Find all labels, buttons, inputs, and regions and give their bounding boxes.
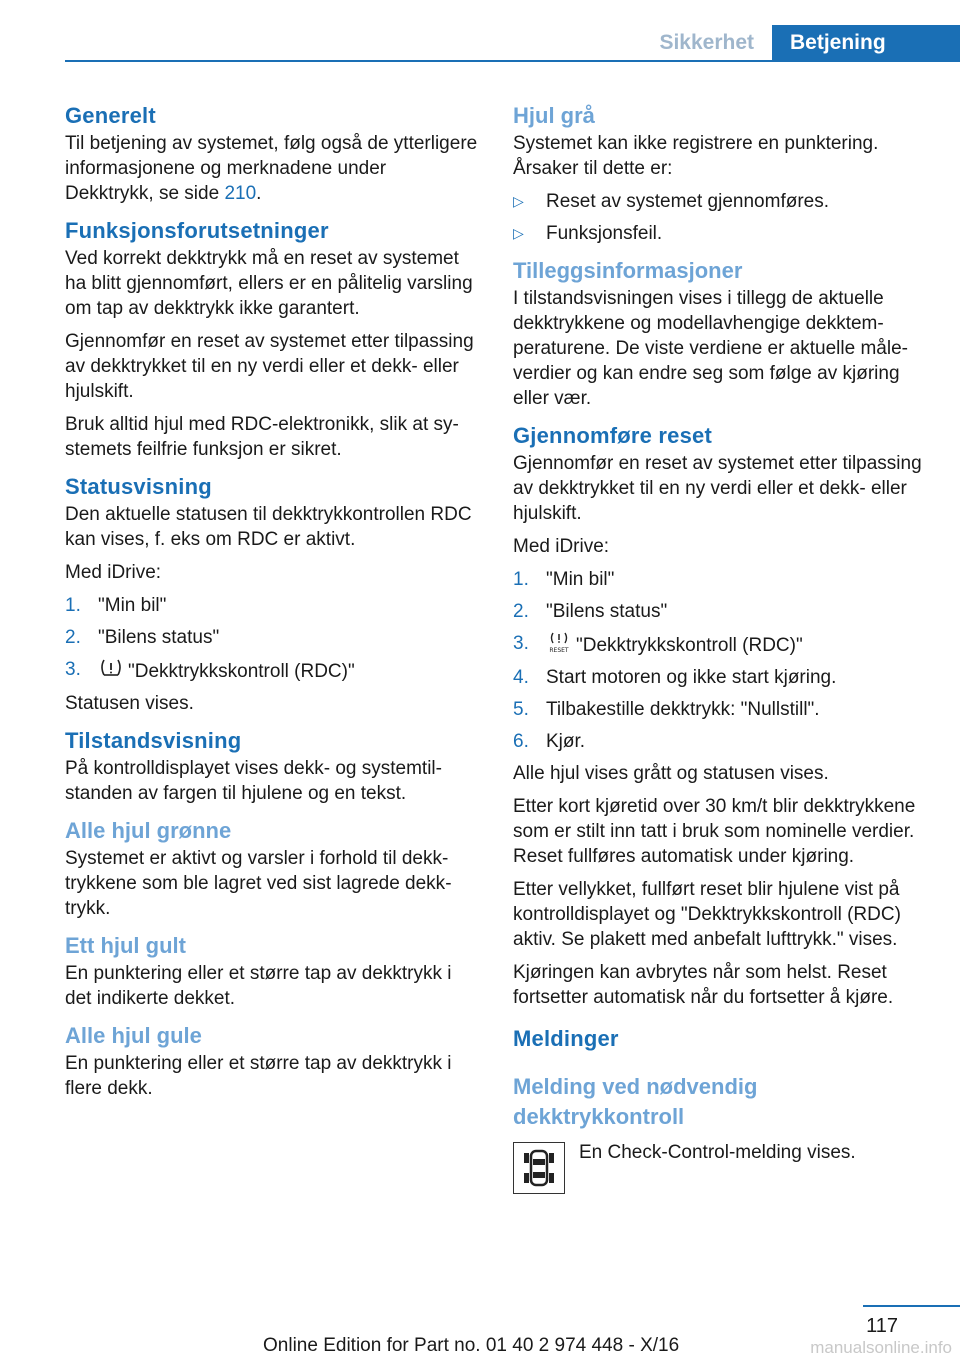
triangle-bullet-icon: ▷ [513, 225, 524, 241]
generelt-text-end: . [256, 183, 262, 204]
step-number: 1. [513, 569, 529, 590]
list-item [513, 729, 933, 754]
heading-grey: Hjul grå [513, 103, 595, 128]
section-all-yellow [65, 1021, 480, 1101]
heading-melding-dekktrykk: Melding ved nødvendig dekktrykkontroll [513, 1074, 758, 1129]
step-text: "Min bil" [546, 569, 615, 590]
generelt-text-body: Til betjening av systemet, følg også de ytterligere informasjonene og merknadene under Dekktrykk, se side [65, 133, 478, 204]
status-p2: Med iDrive: [65, 562, 162, 583]
tire-pressure-reset-icon [546, 631, 572, 655]
edition-text: Online Edition for Part no. 01 40 2 974 448 - X/16 [263, 1335, 680, 1356]
page-link-210[interactable]: 210 [224, 183, 257, 204]
car-tire-warning-icon [513, 1142, 565, 1194]
list-item [513, 221, 933, 246]
list-item [65, 625, 480, 650]
step-number: 2. [513, 601, 529, 622]
step-number: 3. [513, 633, 529, 654]
reset-p3: Alle hjul vises grått og statusen vises. [513, 763, 829, 784]
heading-green: Alle hjul grønne [65, 818, 232, 843]
funksjon-p3: Bruk alltid hjul med RDC-elektronikk, slik at systemets feilfrie funksjon er sikret. [65, 414, 459, 460]
section-generelt [65, 101, 480, 206]
tilstand-p1: På kontrolldisplayet vises dekk- og systemtilstanden av fargen til hjulene og en tekst. [65, 758, 442, 804]
heading-tilstand: Tilstandsvisning [65, 728, 242, 753]
right-column [513, 101, 933, 1204]
page-number: 117 [866, 1315, 898, 1337]
list-item [513, 599, 933, 624]
step-number: 2. [65, 627, 81, 648]
reset-steps [513, 567, 933, 754]
funksjon-p1: Ved korrekt dekktrykk må en reset av systemet ha blitt gjennomført, ellers er en pålitelig varsling om tap av dekktrykk ikke garantert. [65, 248, 473, 319]
heading-generelt: Generelt [65, 103, 156, 128]
tab-sikkerhet[interactable]: Sikkerhet [659, 31, 754, 54]
check-control-row [513, 1138, 933, 1194]
reset-p6: Kjøringen kan avbrytes når som helst. Reset fortsetter automatisk når du fortsetter å kjøre. [513, 962, 894, 1008]
bullet-text: Funksjonsfeil. [546, 223, 663, 244]
list-item [65, 657, 480, 684]
step-number: 1. [65, 595, 81, 616]
step-text: "Bilens status" [546, 601, 668, 622]
step-text: Start motoren og ikke start kjøring. [546, 667, 837, 688]
step-text: "Dekktrykkskontroll (RDC)" [128, 661, 355, 682]
one-yellow-p1: En punktering eller et større tap av dekktrykk i det indikerte dekket. [65, 963, 452, 1009]
list-item [513, 567, 933, 592]
list-item [65, 593, 480, 618]
green-p1: Systemet er aktivt og varsler i forhold til dekktrykkene som ble lagret ved sist lagrede dekktrykk. [65, 848, 452, 919]
step-number: 5. [513, 699, 529, 720]
status-p1: Den aktuelle statusen til dekktrykkontrollen RDC kan vises, f. eks om RDC er aktivt. [65, 504, 472, 550]
tab-betjening[interactable]: Betjening [772, 25, 960, 61]
section-funksjon [65, 216, 480, 462]
step-text: Tilbakestille dekktrykk: "Nullstill". [546, 699, 820, 720]
tillegg-p1: I tilstandsvisningen vises i tillegg de aktuelle dekktrykkene og modellavhengige dekktemperaturene. De viste verdiene er aktuelle måleverdier og kan endre seg som følge av kjøring eller vær. [513, 288, 908, 409]
left-column [65, 101, 480, 1111]
list-item [513, 697, 933, 722]
header-rule [65, 60, 960, 62]
grey-bullets [513, 189, 933, 246]
section-status [65, 472, 480, 716]
step-text: "Bilens status" [98, 627, 220, 648]
step-number: 4. [513, 667, 529, 688]
step-content [98, 657, 355, 684]
status-p3: Statusen vises. [65, 693, 194, 714]
step-number: 6. [513, 731, 529, 752]
section-grey [513, 101, 933, 246]
section-tilstand [65, 726, 480, 806]
heading-meldinger: Meldinger [513, 1026, 619, 1051]
generelt-text [65, 131, 480, 206]
list-item [513, 631, 933, 658]
heading-all-yellow: Alle hjul gule [65, 1023, 202, 1048]
list-item [513, 189, 933, 214]
step-text: "Dekktrykkskontroll (RDC)" [576, 635, 803, 656]
reset-p1: Gjennomfør en reset av systemet etter tilpassing av dekktrykket til en ny verdi eller et dekk- eller hjulskift. [513, 453, 922, 524]
step-text: "Min bil" [98, 595, 167, 616]
funksjon-p2: Gjennomfør en reset av systemet etter tilpassing av dekktrykket til en ny verdi eller et dekk- eller hjulskift. [65, 331, 474, 402]
grey-p1: Systemet kan ikke registrere en punktering. Årsaker til dette er: [513, 133, 879, 179]
all-yellow-p1: En punktering eller et større tap av dekktrykk i flere dekk. [65, 1053, 452, 1099]
footer-rule [863, 1305, 960, 1307]
header-tabs [641, 25, 960, 61]
status-steps [65, 593, 480, 684]
section-green [65, 816, 480, 921]
reset-p5: Etter vellykket, fullført reset blir hjulene vist på kontrolldisplayet og "Dekktrykkskontroll (RDC) aktiv. Se plakett med anbefalt lufttrykk." vises. [513, 879, 901, 950]
heading-funksjon: Funksjonsforutsetninger [65, 218, 329, 243]
check-control-text: En Check-Control-melding vises. [579, 1142, 856, 1163]
section-tillegg [513, 256, 933, 411]
step-number: 3. [65, 659, 81, 680]
bullet-text: Reset av systemet gjennomføres. [546, 191, 829, 212]
reset-icon-label: RESET [549, 647, 569, 654]
heading-reset: Gjennomføre reset [513, 423, 713, 448]
watermark: manualsonline.info [810, 1338, 952, 1357]
list-item [513, 665, 933, 690]
section-meldinger [513, 1024, 933, 1194]
heading-status: Statusvisning [65, 474, 212, 499]
step-content [546, 631, 803, 658]
reset-p4: Etter kort kjøretid over 30 km/t blir dekktrykkene som er stilt inn tatt i bruk som nominelle verdier. Reset fullføres automatisk under kjøring. [513, 796, 916, 867]
reset-p2: Med iDrive: [513, 536, 610, 557]
heading-one-yellow: Ett hjul gult [65, 933, 186, 958]
section-reset [513, 421, 933, 1010]
heading-tillegg: Tilleggsinformasjoner [513, 258, 743, 283]
section-one-yellow [65, 931, 480, 1011]
step-text: Kjør. [546, 731, 586, 752]
tire-pressure-icon [98, 657, 124, 681]
triangle-bullet-icon: ▷ [513, 193, 524, 209]
